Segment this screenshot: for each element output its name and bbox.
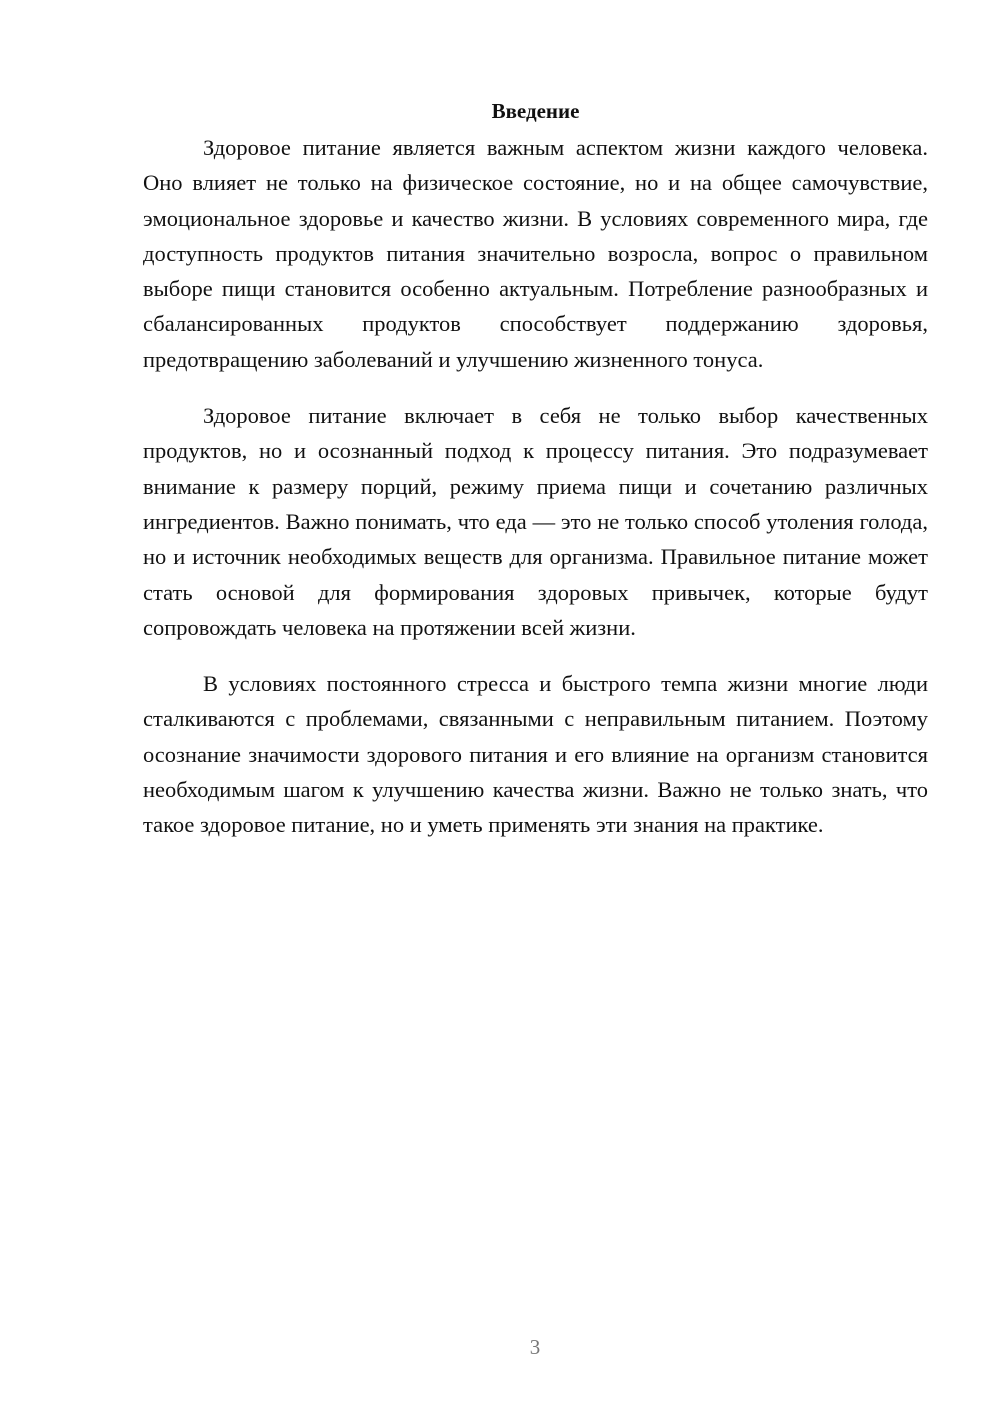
page-number: 3 [529, 1335, 541, 1359]
paragraph-2: Здоровое питание включает в себя не только выбор качественных продуктов, но и осознанный подход к процессу питания. Это подразумевает внимание к размеру порций, режиму приема пищи и сочетанию различных ингредиентов. Важно понимать, что еда — это не только способ утоления голода, но и источник необходимых веществ для организма. Правильное питание может стать основой для формирования здоровых привычек, которые будут сопровождать человека на протяжении всей жизни. [143, 403, 928, 640]
paragraph-1: Здоровое питание является важным аспектом жизни каждого человека. Оно влияет не только на физическое состояние, но и на общее самочувствие, эмоциональное здоровье и качество жизни. В условиях современного мира, где доступность продуктов питания значительно возросла, вопрос о правильном выборе пищи становится особенно актуальным. Потребление разнообразных и сбалансированных продуктов способствует поддержанию здоровья, предотвращению заболеваний и улучшению жизненного тонуса. [143, 135, 928, 372]
page-content [143, 96, 928, 864]
section-title: Введение [491, 99, 580, 123]
paragraph-3: В условиях постоянного стресса и быстрого темпа жизни многие люди сталкиваются с проблемами, связанными с неправильным питанием. Поэтому осознание значимости здорового питания и его влияние на организм становится необходимым шагом к улучшению качества жизни. Важно не только знать, что такое здоровое питание, но и уметь применять эти знания на практике. [143, 671, 928, 838]
